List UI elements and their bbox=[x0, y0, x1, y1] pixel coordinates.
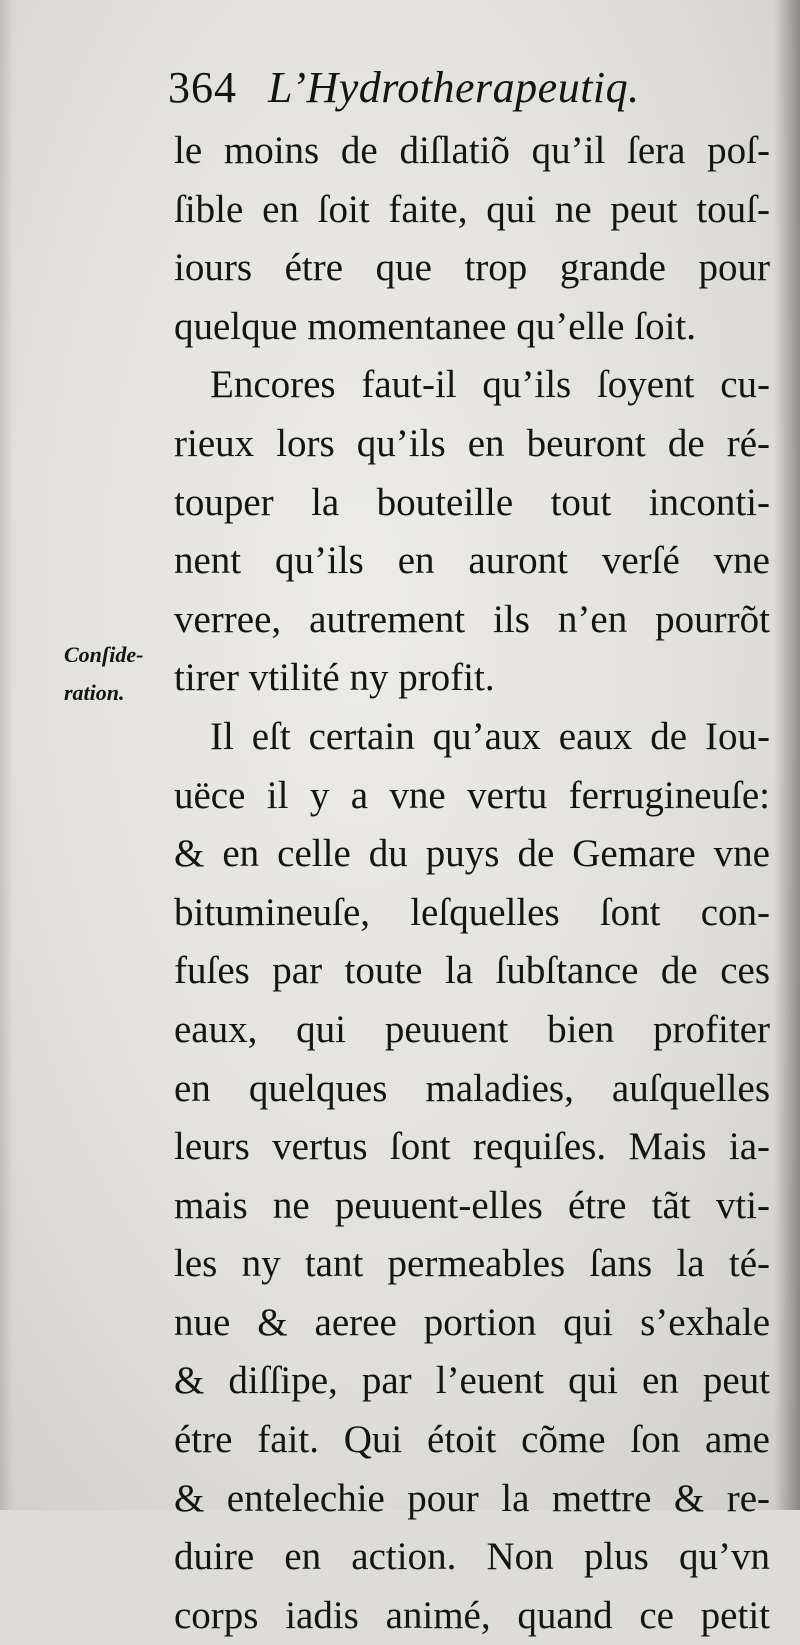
page-number: 364 bbox=[168, 63, 237, 112]
text-line: verree, autrement ils n’en pourrõt bbox=[174, 597, 770, 641]
marginal-note-line: Conſide- bbox=[64, 642, 144, 667]
text-line: corps iadis animé, quand ce petit bbox=[174, 1593, 770, 1637]
page-edge-shadow bbox=[0, 0, 14, 1510]
text-line: eaux, qui peuuent bien profiter bbox=[174, 1007, 770, 1051]
text-line: tirer vtilité ny profit. bbox=[174, 656, 495, 700]
gutter-shadow bbox=[774, 0, 800, 1510]
text-line: nent qu’ils en auront verſé vne bbox=[174, 539, 770, 583]
paragraph-start-line: Encores faut-il qu’ils ſoyent cu- bbox=[210, 363, 770, 407]
text-line: rieux lors qu’ils en beuront de ré- bbox=[174, 421, 770, 465]
text-line: nue & aeree portion qui s’exhale bbox=[174, 1300, 770, 1344]
running-header bbox=[168, 58, 768, 118]
text-line: les ny tant permeables ſans la té- bbox=[174, 1242, 770, 1286]
text-line: iours étre que trop grande pour bbox=[174, 246, 770, 290]
text-line: fuſes par toute la ſubſtance de ces bbox=[174, 949, 770, 993]
marginal-note bbox=[64, 636, 174, 712]
marginal-note-line: ration. bbox=[64, 680, 125, 705]
text-line: mais ne peuuent-elles étre tãt vti- bbox=[174, 1183, 770, 1227]
text-line: le moins de diſlatiõ qu’il ſera poſ- bbox=[174, 129, 770, 172]
text-line: étre fait. Qui étoit cõme ſon ame bbox=[174, 1418, 770, 1462]
text-line: quelque momentanee qu’elle ſoit. bbox=[174, 304, 696, 348]
running-title: L’Hydrotherapeutiq. bbox=[268, 63, 640, 112]
text-line: bitumineuſe, leſquelles ſont con- bbox=[174, 890, 770, 934]
text-line: duire en action. Non plus qu’vn bbox=[174, 1535, 770, 1579]
body-text bbox=[174, 122, 770, 1645]
paragraph-start-line: Il eſt certain qu’aux eaux de Iou- bbox=[210, 714, 770, 758]
text-line: & diſſipe, par l’euent qui en peut bbox=[174, 1359, 770, 1403]
text-line: uëce il y a vne vertu ferrugineuſe: bbox=[174, 773, 770, 817]
text-line: leurs vertus ſont requiſes. Mais ia- bbox=[174, 1125, 770, 1169]
text-line: touper la bouteille tout inconti- bbox=[174, 480, 770, 524]
text-line: ſible en ſoit faite, qui ne peut touſ- bbox=[174, 187, 770, 231]
text-line: & entelechie pour la mettre & re- bbox=[174, 1476, 770, 1520]
text-line: & en celle du puys de Gemare vne bbox=[174, 832, 770, 876]
text-line: en quelques maladies, auſquelles bbox=[174, 1066, 770, 1110]
